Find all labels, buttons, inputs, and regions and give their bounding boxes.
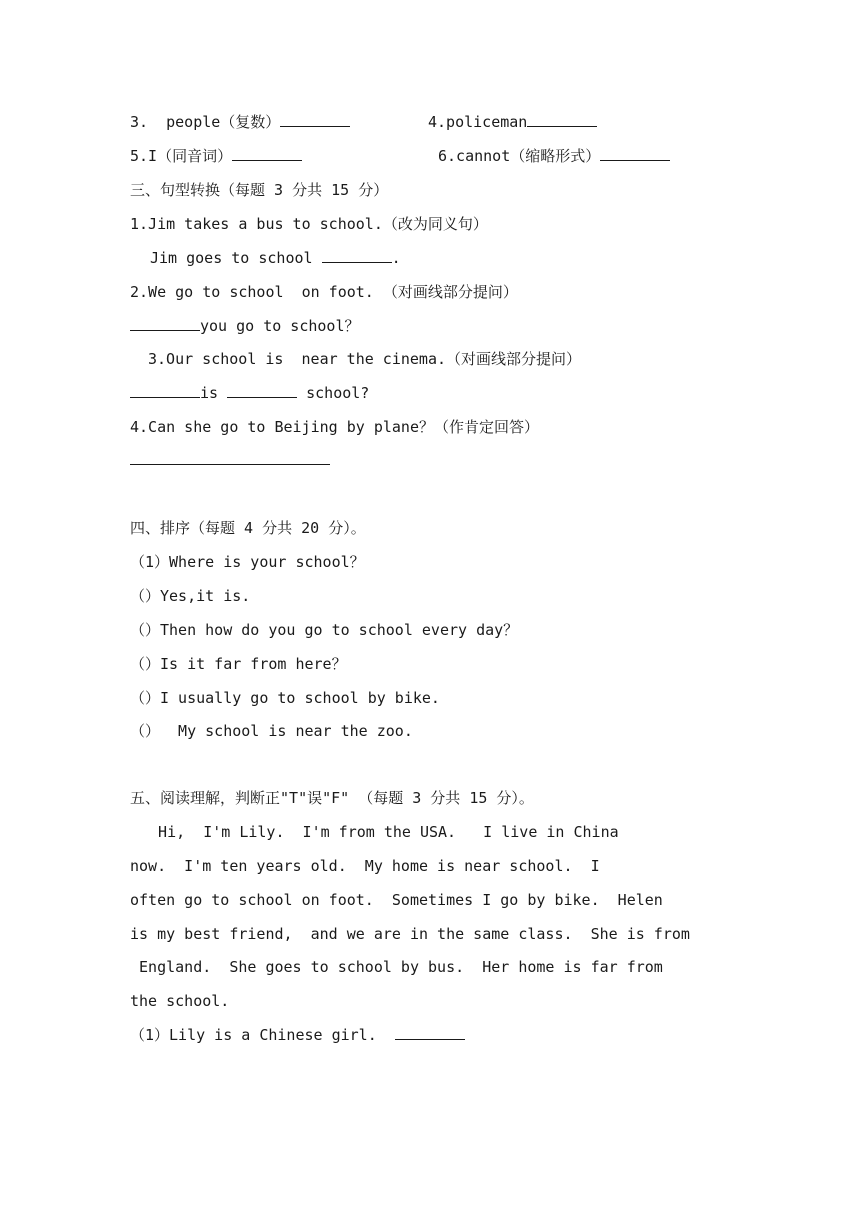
reading-question-1-row xyxy=(130,1025,465,1045)
reading-question-1: （1）Lily is a Chinese girl. xyxy=(130,1026,395,1044)
item-4-text: 4.policeman xyxy=(428,113,528,131)
order-item-5: （）I usually go to school by bike. xyxy=(130,689,440,707)
item-4-row xyxy=(428,112,597,132)
answer-blank-6[interactable] xyxy=(600,146,670,161)
passage-line-2: now. I'm ten years old. My home is near school. I xyxy=(130,857,600,875)
answer-3-1-suffix: . xyxy=(391,249,401,267)
question-3-1: 1.Jim takes a bus to school.（改为同义句） xyxy=(130,215,488,233)
passage-line-5: England. She goes to school by bus. Her home is far from xyxy=(130,958,663,976)
order-item-2: （）Yes,it is. xyxy=(130,587,251,605)
passage-line-3: often go to school on foot. Sometimes I go by bike. Helen xyxy=(130,891,663,909)
answer-blank-3-2[interactable] xyxy=(130,316,200,331)
item-6-row xyxy=(438,146,670,166)
order-item-6: （） My school is near the zoo. xyxy=(130,722,413,740)
item-5-row xyxy=(130,146,302,166)
item-6-text: 6.cannot（缩略形式） xyxy=(438,147,601,165)
answer-blank-4[interactable] xyxy=(527,112,597,127)
question-3-3: 3.Our school is near the cinema.（对画线部分提问） xyxy=(148,350,582,368)
answer-3-3-mid: is xyxy=(200,384,228,402)
question-3-4: 4.Can she go to Beijing by plane？（作肯定回答） xyxy=(130,418,539,436)
answer-blank-3-4[interactable] xyxy=(130,450,330,465)
passage-line-6: the school. xyxy=(130,992,230,1010)
section-3-heading: 三、句型转换（每题 3 分共 15 分） xyxy=(130,181,389,199)
answer-blank-3-3a[interactable] xyxy=(130,383,200,398)
answer-3-2-suffix: you go to school？ xyxy=(200,317,360,335)
item-5-text: 5.I（同音词） xyxy=(130,147,233,165)
item-3-row xyxy=(130,112,350,132)
section-5-heading: 五、阅读理解，判断正"T"误"F" （每题 3 分共 15 分）。 xyxy=(130,789,534,807)
item-3-text: 3. people（复数） xyxy=(130,113,281,131)
passage-line-4: is my best friend, and we are in the same class. She is from xyxy=(130,925,690,943)
answer-3-4-row xyxy=(130,450,330,470)
section-4-heading: 四、排序（每题 4 分共 20 分）。 xyxy=(130,519,366,537)
answer-3-2-row xyxy=(130,316,360,336)
order-item-3: （）Then how do you go to school every day？ xyxy=(130,621,519,639)
answer-blank-3[interactable] xyxy=(280,112,350,127)
answer-3-1-row xyxy=(150,248,401,268)
answer-blank-5-1[interactable] xyxy=(395,1025,465,1040)
question-3-2: 2.We go to school on foot. （对画线部分提问） xyxy=(130,283,518,301)
answer-blank-3-3b[interactable] xyxy=(227,383,297,398)
answer-3-1-prefix: Jim goes to school xyxy=(150,249,322,267)
answer-blank-5[interactable] xyxy=(232,146,302,161)
order-item-4: （）Is it far from here？ xyxy=(130,655,347,673)
order-item-1: （1）Where is your school？ xyxy=(130,553,365,571)
answer-blank-3-1[interactable] xyxy=(322,248,392,263)
passage-line-1: Hi, I'm Lily. I'm from the USA. I live in China xyxy=(140,823,619,841)
answer-3-3-suffix: school? xyxy=(297,384,370,402)
answer-3-3-row xyxy=(130,383,369,403)
